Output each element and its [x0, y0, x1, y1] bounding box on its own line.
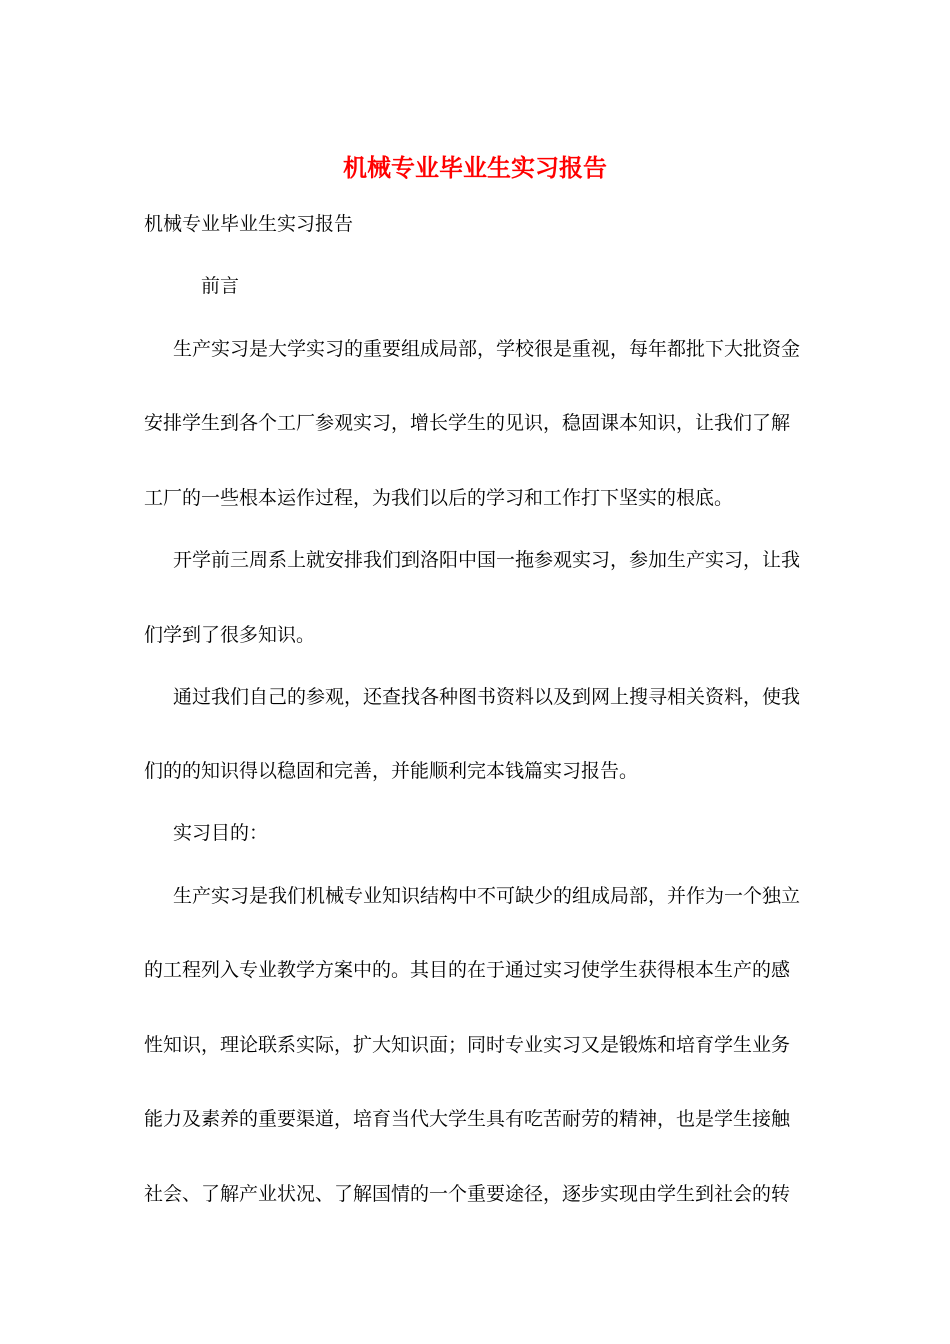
paragraph-line: 开学前三周系上就安排我们到洛阳中国一拖参观实习，参加生产实习，让我 — [173, 549, 801, 571]
paragraph-line: 们的的知识得以稳固和完善，并能顺利完本钱篇实习报告。 — [144, 760, 639, 782]
paragraph-line: 安排学生到各个工厂参观实习，增长学生的见识，稳固课本知识，让我们了解 — [144, 412, 791, 434]
paragraph-line: 前言 — [201, 275, 240, 297]
document-subtitle: 机械专业毕业生实习报告 — [144, 213, 354, 235]
paragraph-line: 生产实习是我们机械专业知识结构中不可缺少的组成局部，并作为一个独立 — [173, 885, 801, 907]
paragraph-line: 社会、了解产业状况、了解国情的一个重要途径，逐步实现由学生到社会的转 — [144, 1183, 791, 1205]
paragraph-line: 性知识，理论联系实际，扩大知识面；同时专业实习又是锻炼和培育学生业务 — [144, 1034, 791, 1056]
document-title: 机械专业毕业生实习报告 — [343, 153, 607, 182]
paragraph-line: 能力及素养的重要渠道，培育当代大学生具有吃苦耐劳的精神，也是学生接触 — [144, 1108, 791, 1130]
section-heading: 实习目的： — [173, 822, 269, 844]
paragraph-line: 的工程列入专业教学方案中的。其目的在于通过实习使学生获得根本生产的感 — [144, 959, 791, 981]
paragraph-line: 工厂的一些根本运作过程，为我们以后的学习和工作打下坚实的根底。 — [144, 487, 734, 509]
paragraph-line: 们学到了很多知识。 — [144, 624, 316, 646]
paragraph-line: 生产实习是大学实习的重要组成局部，学校很是重视，每年都批下大批资金 — [173, 338, 801, 360]
paragraph-line: 通过我们自己的参观，还查找各种图书资料以及到网上搜寻相关资料，使我 — [173, 686, 801, 708]
